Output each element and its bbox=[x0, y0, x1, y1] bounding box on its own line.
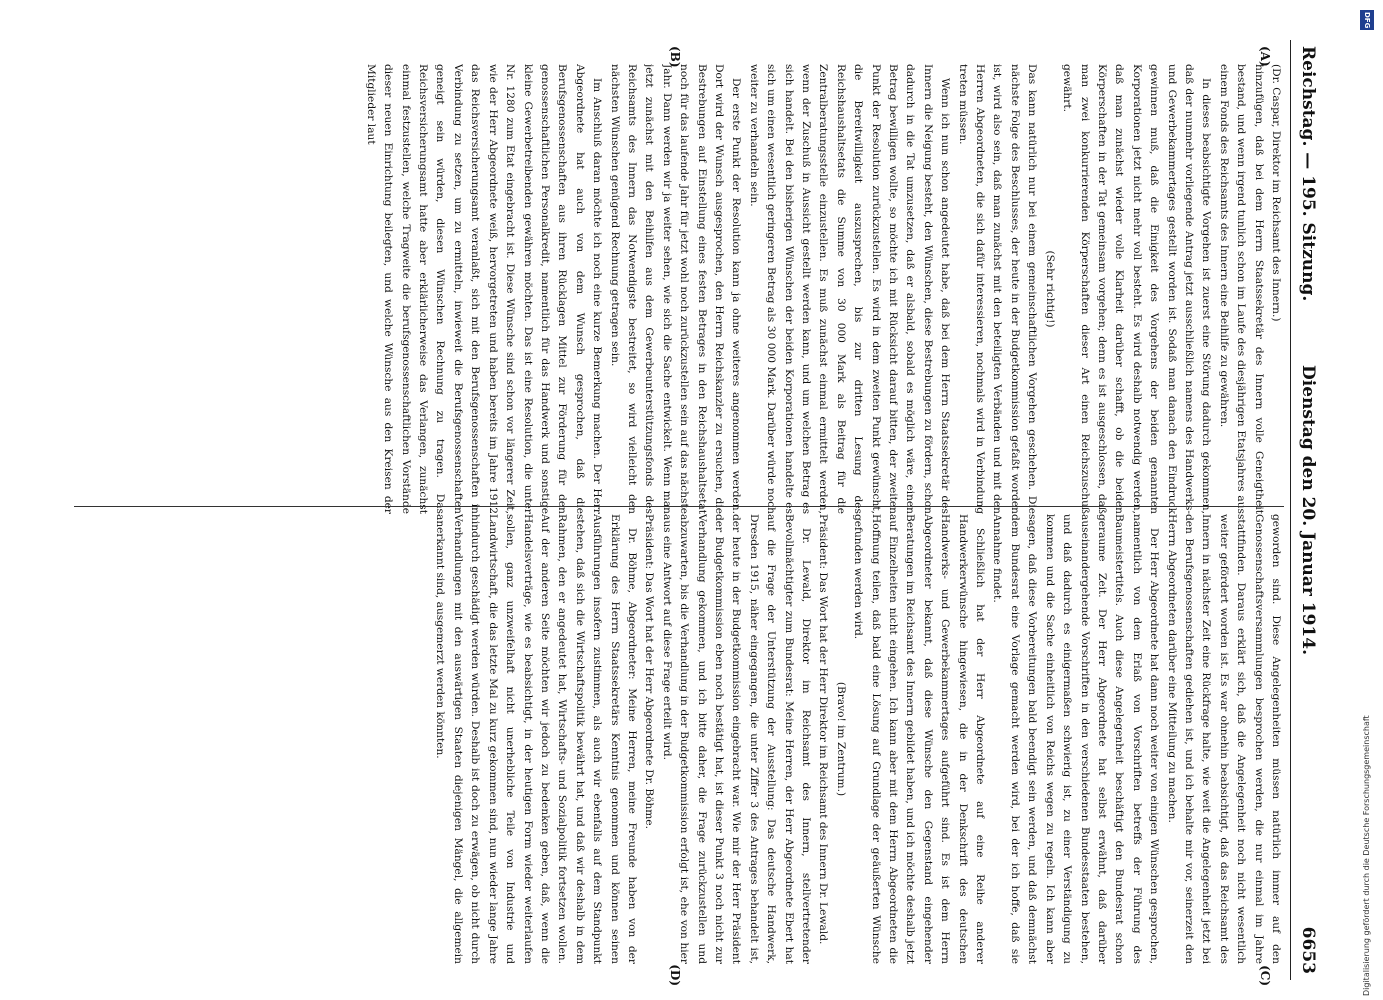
header-left: Reichstag. — 195. Sitzung. bbox=[1298, 46, 1318, 302]
header-date: Dienstag den 20. Januar 1914. bbox=[1298, 365, 1318, 655]
interjection: (Sehr richtig!) bbox=[1043, 250, 1056, 328]
marker-b: (B) bbox=[668, 46, 682, 68]
digitization-sidebar bbox=[1360, 10, 1374, 996]
right-column bbox=[74, 514, 1284, 964]
right-paragraph: Der Herr Abgeordnete hat dann noch weiter von einigen Wünschen gesprochen, namentlich von dem Erlaß von Vorschriften betreffs der Führung des Baumeistertitels. Auch diese Angelegenheit beschäftigt den Bundesrat schon geraume Zeit. Der Herr Abgeordnete hat selbst erwähnt, daß darüber auseinandergehende Vorschriften in den verschiedenen Bundesstaaten bestehen, und daß dadurch es einigermaßen schwierig ist, zu einer Verständigung zu kommen und die Sache einheitlich von Reichs wegen zu regeln. Ich kann aber sagen, daß diese Vorbereitungen bald beendigt sein werden, und daß demnächst dem Bundesrat eine Vorlage gemacht werden wird, bei der ich hoffe, daß sie Annahme findet. bbox=[991, 514, 1161, 964]
page-header bbox=[1292, 40, 1322, 980]
right-paragraph: Schließlich hat der Herr Abgeordnete auf eine Reihe anderer Handwerkerwünsche hingewiesen, die in der Denkschrift des deutschen Handwerks- und Gewerbekammertages aufgeführt sind. Es ist dem Herrn Abgeordneter bekannt, daß diese Wünsche den Gegenstand eingehender Beratungen im Reichsamt des Innern gebildet haben, und ich möchte deshalb jetzt auf Einzelheiten nicht eingehen. Ich kann aber mit dem Herrn Abgeordneten die Hoffnung teilen, daß bald eine Lösung auf Grundlage der geäußerten Wünsche gefunden werden wird. bbox=[852, 514, 987, 964]
speaker-note: (Dr. Caspar, Direktor im Reichsamt des Innern.) bbox=[1270, 64, 1282, 322]
right-paragraph: Dr. Lewald, Direktor im Reichsamt des Innern, stellvertretender Bevollmächtigter zum Bundesrat: Meine Herren, der Herr Abgeordnete Ebert hat auf die Frage der Unterstützung der Ausstellung: Das deutsche Handwerk, Dresden 1915, näher eingegangen, die unter Ziffer 3 des Antrages behandelt ist, der heute in der Budgetkommission eingebracht war. Wie mir der Herr Präsident der Budgetkommission eben noch bestätigt hat, ist dieser Punkt 3 noch nicht zur Verhandlung gekommen, und ich bitte daher, die Frage zurückzustellen und abzuwarten, bis die Verhandlung in der Budgetkommission erfolgt ist, ehe von hier aus eine Antwort auf diese Frage erteilt wird. bbox=[660, 514, 813, 964]
column-divider bbox=[74, 506, 1284, 507]
president-line: Präsident: Das Wort hat der Herr Direktor im Reichsamt des Innern Dr. Lewald. bbox=[817, 514, 830, 945]
left-paragraph: Das kann natürlich nur bei einem gemeinschaftlichen Vorgehen geschehen. Die nächste Folge des Beschlusses, der heute in der Budgetkommission gefaßt worden ist, wird also sein, daß man zunächst mit den beteiligten Verbänden und mit den Herren Abgeordneten, die sich dafür interessieren, nochmals wird in Verbindung treten müssen. bbox=[956, 64, 1039, 514]
left-paragraph: Im Anschluß daran möchte ich noch eine kurze Bemerkung machen. Der Herr Abgeordnete hat auch von dem Wunsch gesprochen, daß die Berufsgenossenschaften aus ihren Rücklagen Mittel zur Förderung für den genossenschaftlichen Personalkredit, namentlich für das Handwerk und sonstige kleine Gewerbetreibenden gewähren möchten. Das ist eine Resolution, die unter Nr. 1280 zum Etat eingebracht ist. Diese Wünsche sind schon vor längerer Zeit, wie der Herr Abgeordnete weiß, hervorgetreten und haben bereits im Jahre 1912 das Reichsversicherungsamt veranlaßt, sich mit den Berufsgenossenschaften in Verbindung zu setzen, um zu ermitteln, inwieweit die Berufsgenossenschaften geneigt sein würden, diesen Wünschen Rechnung zu tragen. Das Reichsversicherungsamt hatte aber erklärlicherweise das Verlangen, zunächst einmal festzustellen, welche Tragweite die berufsgenossenschaftlichen Vorstände dieser neuen Einrichtung beilegten, und welche Wünsche aus den Kreisen der Mitglieder laut bbox=[364, 64, 604, 514]
left-column bbox=[74, 64, 1284, 514]
right-paragraph: geworden sind. Diese Angelegenheiten müssen natürlich immer auf den Genossenschaftsversammlungen besprochen werden, die nur einmal im Jahre stattfinden. Daraus erklärt sich, daß die Angelegenheit noch nicht wesentlich weiter gefördert worden ist. Es war ohnehin beabsichtigt, daß das Reichsamt des Innern in nächster Zeit eine Rückfrage halte, wie weit die Angelegenheit jetzt bei den Berufsgenossenschaften gediehen ist, und ich behalte mir vor, seinerzeit den Herrn Abgeordneten darüber eine Mitteilung zu machen. bbox=[1165, 514, 1282, 964]
interjection: (Bravo! im Zentrum.) bbox=[834, 681, 847, 797]
marker-c: (C) bbox=[1258, 965, 1272, 986]
left-paragraph: Wenn ich nun schon angedeutet habe, daß bei dem Herrn Staatssekretär des Innern die Neigung besteht, den Wünschen, diese Bestrebungen zu fördern, schon dadurch in die Tat umzusetzen, daß er alsbald, sobald es möglich wäre, einen Betrag bewilligen wollte, so möchte ich mit Rücksicht darauf bitten, der zweiten Punkt der Resolution zurückzustellen. Es wird in dem zweiten Punkt gewünscht, die Bereitwilligkeit auszusprechen, bis zur dritten Lesung des Reichshaushaltsetats die Summe von 30 000 Mark als Beitrag für die Zentralberatungsstelle einzustellen. Es muß zunächst einmal ermittelt werden, wenn der Zuschuß in Aussicht gestellt werden kann, und um welchen Betrag es sich handelt. Bei den bisherigen Wünschen der beiden Korporationen handelte es sich um einen wesentlich geringeren Betrag als 30 000 Mark. Darüber würde noch weiter zu verhandeln sein. bbox=[747, 64, 952, 514]
right-paragraph: Dr. Böhme, Abgeordneter: Meine Herren, meine Freunde haben von der Erklärung des Herrn Staatssekretärs Kenntnis genommen und können seinen Ausführungen insofern zustimmen, als auch wir ebenfalls auf dem Standpunkt stehen, daß sich die Wirtschaftspolitik bewährt hat, und daß wir deshalb in dem Rahmen, den er angedeutet hat, Wirtschafts- und Sozialpolitik fortsetzen wollen. Auf der anderen Seite möchten wir jedoch zu bedenken geben, daß, wenn die Handelsverträge, wie es beabsichtigt, in der heutigen Form wieder weiterlaufen sollen, ganz unzweifelhaft nicht unerhebliche Teile von Industrie und Landwirtschaft, die das letzte Mal zu kurz gekommen sind, nun wieder lange Jahre hindurch geschädigt werden würden. Deshalb ist doch zu erwägen, ob nicht durch Verhandlungen mit den auswärtigen Staaten diejenigen Mängel, die allgemein anerkannt sind, ausgemerzt werden könnten. bbox=[434, 514, 638, 964]
marker-a: (A) bbox=[1258, 46, 1272, 67]
left-paragraph: Der erste Punkt der Resolution kann ja ohne weiteres angenommen werden. Dort wird der Wunsch ausgesprochen, den Herrn Reichskanzler zu ersuchen, die Bestrebungen auf Einstellung eines festen Betrages in den Reichshaushaltsetat noch für das laufende Jahr für jetzt wohl noch zurückzustellen sein auf das nächste Jahr. Dann werden wir ja weiter sehen, wie sich die Sache entwickelt. Wenn man jetzt zunächst mit den Beihilfen aus dem Gewerbeunterstützungsfonds des Reichsamts des Innern das Notwendigste bestreitet, so wird vielleicht den nächsten Wünschen genügend Rechnung getragen sein. bbox=[608, 64, 743, 514]
president-line: Präsident: Das Wort hat der Herr Abgeordnete Dr. Böhme. bbox=[643, 514, 656, 829]
dfg-logo: DFG bbox=[1360, 10, 1374, 30]
left-paragraph: hinzufügen, daß bei dem Herrn Staatssekretär des Innern volle Geneigtheit bestand, und wenn irgend tunlich schon im Laufe des diesjährigen Etatsjahres aus einem Fonds des Reichsamts des Innern eine Beihilfe zu gewähren. bbox=[1217, 64, 1265, 514]
left-paragraph: In dieses beabsichtigte Vorgehen ist zuerst eine Störung dadurch gekommen, daß der nunmehr vorliegende Antrag jetzt ausschließlich namens des Handwerks- und Gewerbekammertages gestellt worden ist. Sodaß man danach den Eindruck gewinnen muß, daß die Einigkeit des Vorgehens der beiden genannten Korporationen jetzt nicht mehr voll besteht. Es wird deshalb notwendig werden, daß man zunächst wieder volle Klarheit darüber schafft, ob die beiden Körperschaften in der Tat gemeinsam vorgehen; denn es ist ausgeschlossen, daß man zwei konkurrierenden Körperschaften dieser Art einen Reichszuschuß gewährt. bbox=[1061, 64, 1213, 514]
funding-credit: Digitalisierung gefördert durch die Deutsche Forschungsgemeinschaft bbox=[1362, 715, 1371, 996]
header-rule bbox=[1290, 40, 1291, 980]
marker-d: (D) bbox=[668, 964, 682, 986]
page-number: 6653 bbox=[1298, 926, 1318, 974]
rotated-page-content bbox=[67, 40, 1322, 986]
